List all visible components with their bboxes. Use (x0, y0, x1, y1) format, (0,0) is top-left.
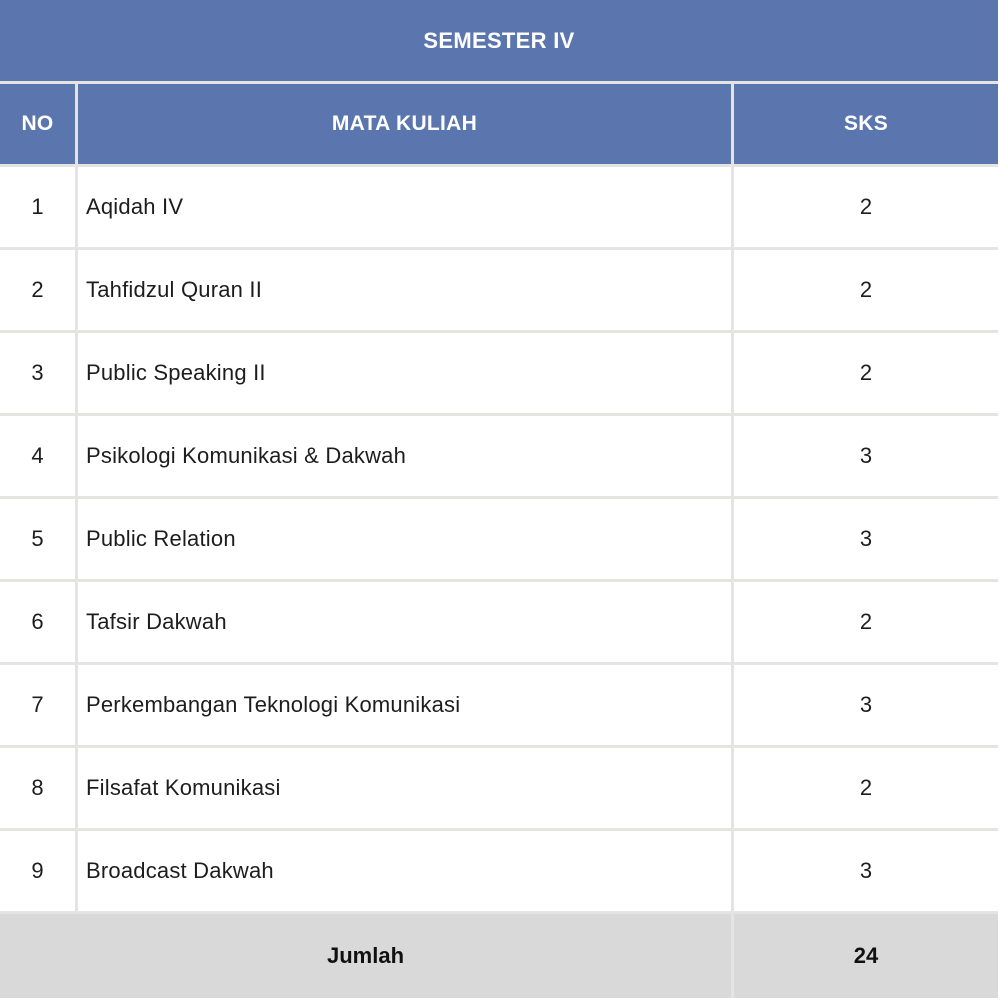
title-row (0, 0, 998, 84)
header-no: NO (0, 84, 78, 167)
row-no: 4 (0, 416, 78, 499)
row-sks: 2 (734, 333, 998, 416)
row-sks: 3 (734, 665, 998, 748)
row-course-name: Tafsir Dakwah (78, 582, 734, 665)
table-row (0, 333, 998, 416)
table-row (0, 499, 998, 582)
row-no: 5 (0, 499, 78, 582)
table-row (0, 416, 998, 499)
row-no: 1 (0, 167, 78, 250)
row-no: 8 (0, 748, 78, 831)
row-no: 3 (0, 333, 78, 416)
row-course-name: Broadcast Dakwah (78, 831, 734, 914)
row-no: 2 (0, 250, 78, 333)
table-row (0, 250, 998, 333)
row-sks: 3 (734, 499, 998, 582)
header-row (0, 84, 998, 167)
table-row (0, 167, 998, 250)
row-no: 9 (0, 831, 78, 914)
row-sks: 3 (734, 831, 998, 914)
row-course-name: Aqidah IV (78, 167, 734, 250)
total-label: Jumlah (0, 914, 734, 998)
table-row (0, 748, 998, 831)
row-course-name: Public Relation (78, 499, 734, 582)
row-course-name: Perkembangan Teknologi Komunikasi (78, 665, 734, 748)
row-no: 7 (0, 665, 78, 748)
row-course-name: Filsafat Komunikasi (78, 748, 734, 831)
row-no: 6 (0, 582, 78, 665)
total-row (0, 914, 998, 998)
row-sks: 2 (734, 748, 998, 831)
row-sks: 3 (734, 416, 998, 499)
total-value: 24 (734, 914, 998, 998)
row-sks: 2 (734, 167, 998, 250)
row-course-name: Tahfidzul Quran II (78, 250, 734, 333)
table-title: SEMESTER IV (0, 0, 998, 84)
row-course-name: Psikologi Komunikasi & Dakwah (78, 416, 734, 499)
table-row (0, 831, 998, 914)
row-sks: 2 (734, 582, 998, 665)
header-mata-kuliah: MATA KULIAH (78, 84, 734, 167)
header-sks: SKS (734, 84, 998, 167)
row-course-name: Public Speaking II (78, 333, 734, 416)
table-row (0, 582, 998, 665)
table-row (0, 665, 998, 748)
row-sks: 2 (734, 250, 998, 333)
